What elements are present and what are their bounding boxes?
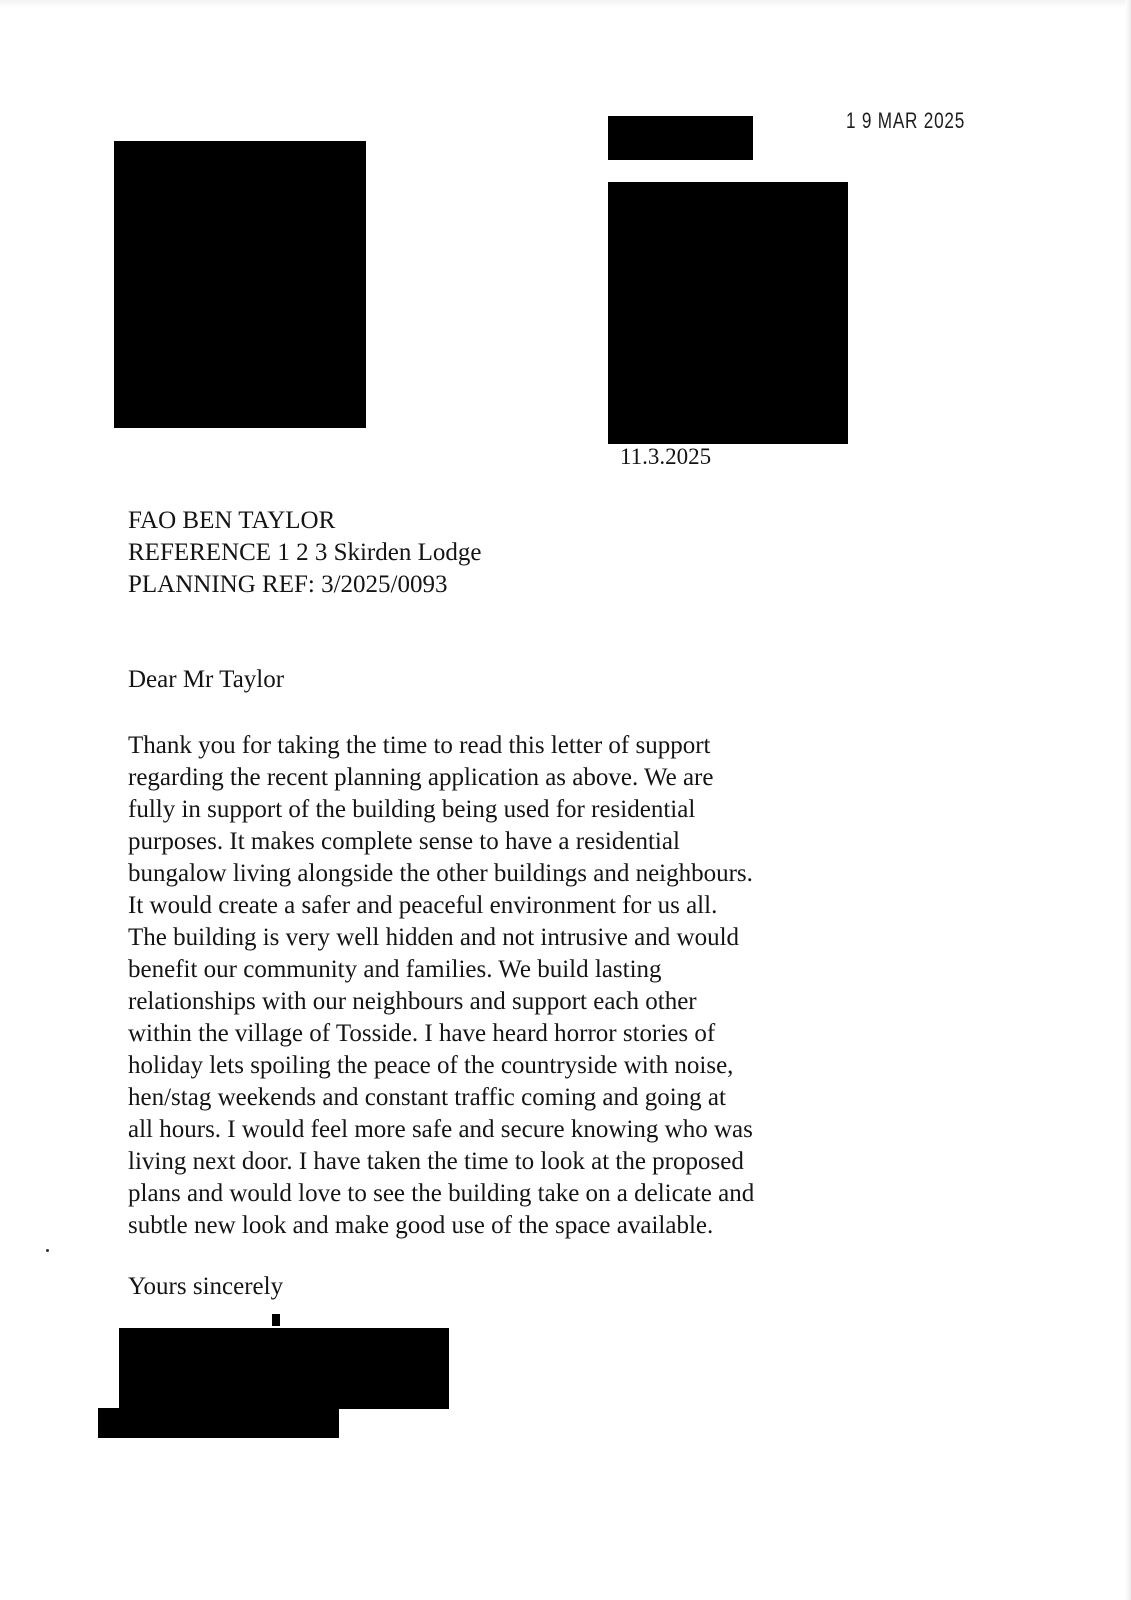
scan-speck [46,1249,49,1252]
body-line: The building is very well hidden and not intrusive and would [128,924,740,951]
reference-line-fao: FAO BEN TAYLOR [128,507,336,534]
body-line: living next door. I have taken the time to look at the proposed [128,1148,744,1175]
redacted-recipient-name [608,116,753,160]
salutation: Dear Mr Taylor [128,666,285,693]
redacted-recipient-address [608,182,848,444]
body-line: subtle new look and make good use of the space available. [128,1212,714,1239]
body-line: fully in support of the building being used for residential [128,796,696,823]
body-line: Thank you for taking the time to read this letter of support [128,732,711,759]
body-line: hen/stag weekends and constant traffic coming and going at [128,1084,726,1111]
redacted-sender-address [114,141,366,428]
reference-line-planning-ref: PLANNING REF: 3/2025/0093 [128,571,448,598]
body-line: It would create a safer and peaceful environment for us all. [128,892,718,919]
body-line: holiday lets spoiling the peace of the countryside with noise, [128,1052,734,1079]
received-date-stamp: 1 9 MAR 2025 [846,108,966,133]
closing: Yours sincerely [128,1273,284,1300]
body-line: relationships with our neighbours and support each other [128,988,697,1015]
body-line: within the village of Tosside. I have heard horror stories of [128,1020,716,1047]
body-line: benefit our community and families. We build lasting [128,956,662,983]
reference-block [128,505,481,601]
body-line: bungalow living alongside the other buildings and neighbours. [128,860,753,887]
body-line: regarding the recent planning application as above. We are [128,764,714,791]
redacted-signature [119,1328,449,1409]
body-line: plans and would love to see the building take on a delicate and [128,1180,755,1207]
scan-edge-top [0,0,1131,8]
letter-date: 11.3.2025 [620,444,712,469]
body-line: purposes. It makes complete sense to have a residential [128,828,680,855]
scan-edge-right [1125,0,1131,1600]
letter-body [128,730,754,1242]
redacted-signature-mark [272,1314,280,1326]
body-line: all hours. I would feel more safe and secure knowing who was [128,1116,753,1143]
redacted-signatory-name [98,1408,339,1438]
reference-line-reference: REFERENCE 1 2 3 Skirden Lodge [128,539,482,566]
